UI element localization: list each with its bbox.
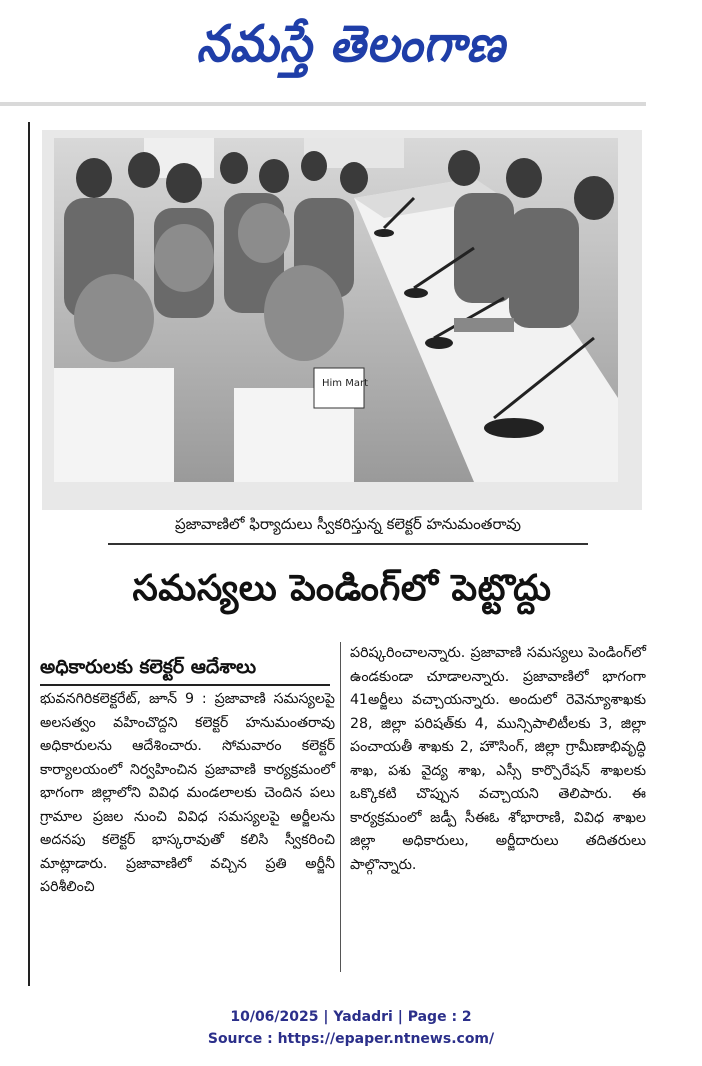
page-footer [0, 1006, 702, 1050]
footer-source-link[interactable]: Source : https://epaper.ntnews.com/ [207, 1031, 495, 1047]
article-body-right-column [350, 642, 646, 877]
photo-box [42, 130, 642, 510]
masthead [0, 0, 702, 100]
photo-caption: ప్రజావాణిలో ఫిర్యాదులు స్వీకరిస్తున్న కలెక్టర్ హనుమంతరావు [108, 515, 588, 545]
article-subheadline: అధికారులకు కలెక్టర్ ఆదేశాలు [40, 650, 330, 686]
article-body-right-text: పరిష్కరించాలన్నారు. ప్రజావాణి సమస్యలు పెండింగ్‌లో ఉండకుండా చూడాలన్నారు. ప్రజావాణిలో భాగంగా 41అర్జీలు వచ్చాయన్నారు. అందులో రెవెన్యూశాఖకు 28, జిల్లా పరిషత్‌కు 4, మున్సిపాలిటీలకు 3, జిల్లా పంచాయతీ శాఖకు 2, హౌసింగ్, జిల్లా గ్రామీణాభివృద్ధి శాఖ, పశు వైద్య శాఖ, ఎస్సీ కార్పొరేషన్ శాఖలకు ఒక్కొకటి చొప్పున వచ్చాయని తెలిపారు. ఈ కార్యక్రమంలో జడ్పీ సీఈఓ శోభారాణి, వివిధ శాఖల జిల్లా అధికారులు, అర్జీదారులు తదితరులు పాల్గొన్నారు. [350, 645, 646, 873]
newspaper-logo-title: నమస్తే తెలంగాణ [196, 13, 506, 74]
footer-date-edition: 10/06/2025 | Yadadri | Page : 2 [230, 1009, 472, 1025]
article-headline: సమస్యలు పెండింగ్‌లో పెట్టొద్దు [132, 568, 552, 609]
article-body-left-column [40, 688, 335, 900]
meeting-photo-illustration [54, 138, 618, 482]
column-divider [340, 642, 341, 972]
masthead-divider [0, 102, 646, 106]
article-body-left-text: భువనగిరికలెక్టరేట్, జూన్ 9 : ప్రజావాణి సమస్యలపై అలసత్వం వహించొద్దని కలెక్టర్ హనుమంతరావు అధికారులను ఆదేశించారు. సోమవారం కలెక్టర్ కార్యాలయంలో నిర్వహించిన ప్రజావాణి కార్యక్రమంలో భాగంగా జిల్లాలోని వివిధ మండలాలకు చెందిన పలు గ్రామాల ప్రజల నుంచి వివిధ సమస్యలపై అర్జీలను అదనపు కలెక్టర్ భాస్కరావుతో కలిసి స్వీకరించి మాట్లాడారు. ప్రజావాణిలో వచ్చిన ప్రతి అర్జీనీ పరిశీలించి [40, 691, 335, 895]
photo-badge-label: Him Mart [322, 378, 369, 389]
meeting-photo [54, 138, 618, 482]
